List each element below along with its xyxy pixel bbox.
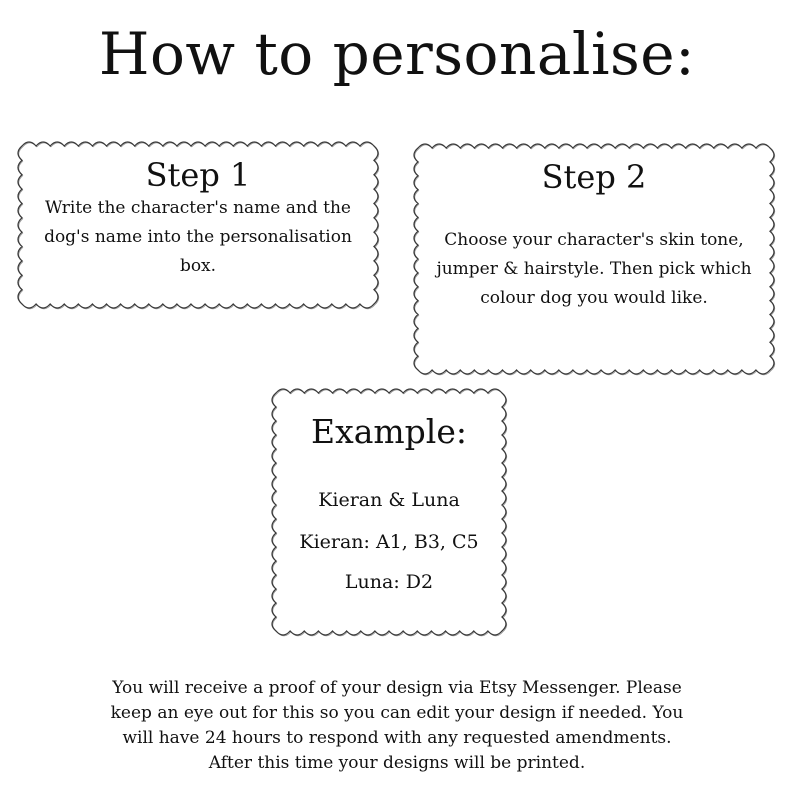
proof-notice bbox=[40, 676, 754, 776]
notice-line: You will receive a proof of your design via Etsy Messenger. Please bbox=[112, 678, 682, 698]
step-1-card bbox=[22, 146, 374, 304]
notice-line: will have 24 hours to respond with any requested amendments. bbox=[122, 728, 672, 748]
example-character-codes: Kieran: A1, B3, C5 bbox=[299, 531, 479, 553]
step-2-card bbox=[418, 148, 770, 370]
example-dog-code: Luna: D2 bbox=[344, 571, 434, 593]
example-card bbox=[276, 393, 502, 631]
step-1-heading: Step 1 bbox=[145, 156, 251, 194]
example-heading: Example: bbox=[311, 412, 467, 451]
page-title: How to personalise: bbox=[98, 20, 696, 88]
step-1-instructions: Write the character's name and the dog's name into the personalisation box. bbox=[44, 198, 352, 276]
notice-line: keep an eye out for this so you can edit your design if needed. You bbox=[110, 703, 684, 723]
example-names: Kieran & Luna bbox=[318, 489, 460, 511]
step-2-heading: Step 2 bbox=[541, 158, 647, 196]
notice-line: After this time your designs will be printed. bbox=[208, 753, 586, 773]
step-2-instructions: Choose your character's skin tone, jumper & hairstyle. Then pick which colour dog you would like. bbox=[436, 230, 752, 308]
